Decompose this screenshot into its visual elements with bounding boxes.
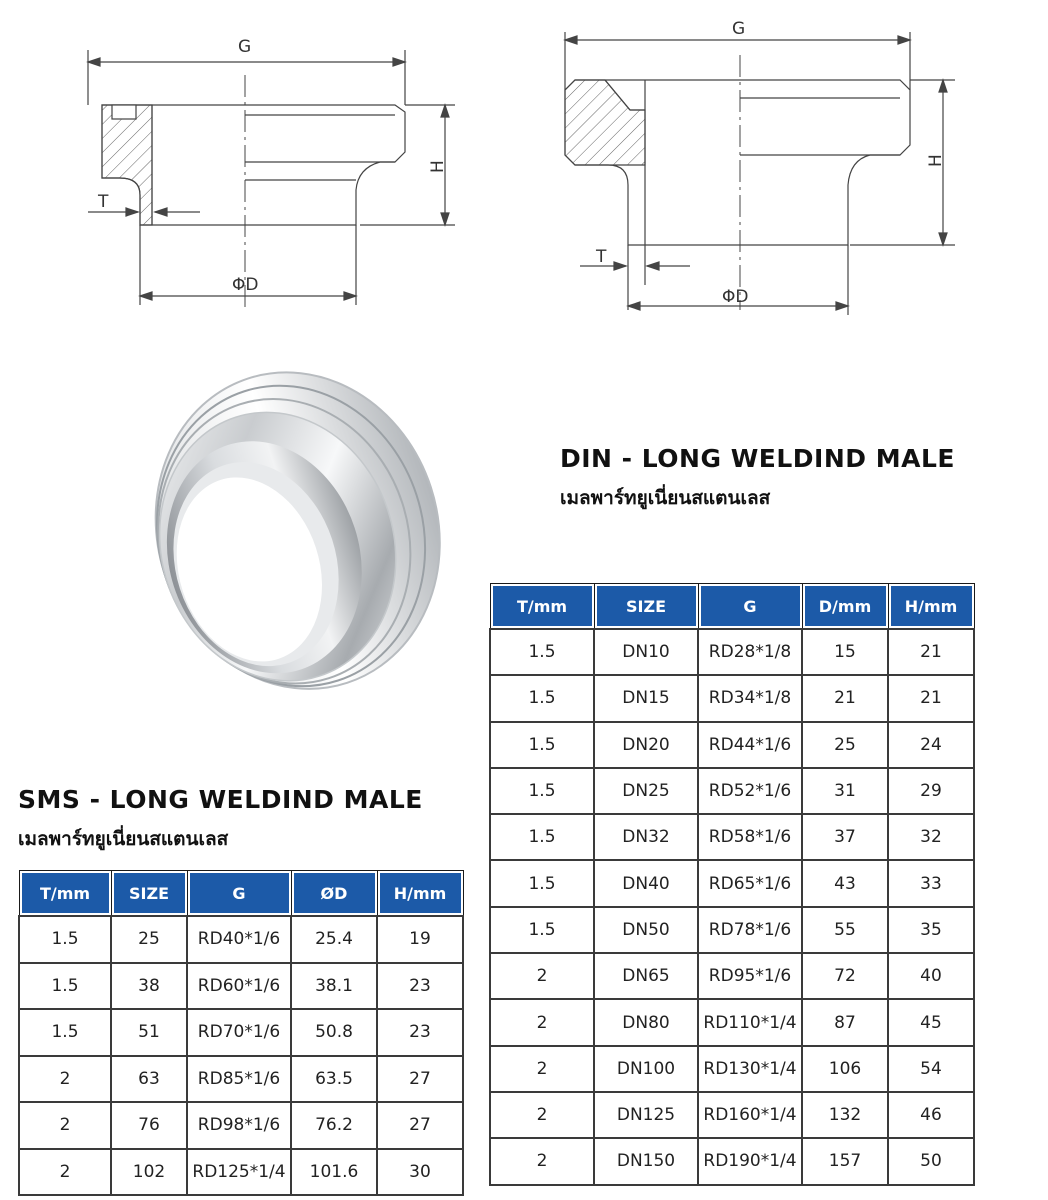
table-row	[490, 860, 974, 906]
g-label: G	[732, 19, 746, 39]
table-row	[490, 675, 974, 721]
din-title: DIN - LONG WELDIND MALE	[560, 444, 955, 473]
table-cell: RD34*1/8	[698, 675, 802, 721]
table-cell: RD125*1/4	[187, 1149, 291, 1196]
table-cell: 51	[111, 1009, 187, 1056]
table-cell: 1.5	[19, 963, 111, 1010]
table-cell: RD52*1/6	[698, 768, 802, 814]
table-row	[490, 629, 974, 675]
table-cell: 102	[111, 1149, 187, 1196]
d-label: ΦD	[232, 275, 259, 295]
table-cell: 157	[802, 1138, 888, 1184]
table-cell: 24	[888, 722, 974, 768]
din-spec-table	[489, 583, 975, 1186]
table-row	[19, 1056, 463, 1103]
table-cell: DN20	[594, 722, 698, 768]
table-row	[490, 999, 974, 1045]
column-header: H/mm	[377, 871, 463, 917]
table-row	[490, 953, 974, 999]
table-cell: DN80	[594, 999, 698, 1045]
table-row	[490, 722, 974, 768]
product-photo	[110, 360, 455, 720]
table-row	[19, 916, 463, 963]
table-cell: DN25	[594, 768, 698, 814]
table-cell: 27	[377, 1056, 463, 1103]
table-cell: 30	[377, 1149, 463, 1196]
table-cell: DN10	[594, 629, 698, 675]
table-cell: 40	[888, 953, 974, 999]
table-cell: 2	[490, 1092, 594, 1138]
h-label: H	[926, 154, 946, 167]
table-cell: RD95*1/6	[698, 953, 802, 999]
column-header: G	[187, 871, 291, 917]
table-cell: 25	[111, 916, 187, 963]
h-label: H	[428, 160, 448, 173]
table-cell: RD190*1/4	[698, 1138, 802, 1184]
table-cell: 1.5	[490, 675, 594, 721]
table-cell: 29	[888, 768, 974, 814]
g-label: G	[238, 37, 252, 57]
t-label: T	[98, 192, 109, 212]
table-cell: 54	[888, 1046, 974, 1092]
table-cell: 106	[802, 1046, 888, 1092]
table-cell: 1.5	[19, 916, 111, 963]
sms-subtitle: เมลพาร์ทยูเนี่ยนสแตนเลส	[18, 828, 229, 850]
table-cell: 63.5	[291, 1056, 377, 1103]
table-cell: 1.5	[490, 722, 594, 768]
table-row	[490, 768, 974, 814]
table-cell: 38.1	[291, 963, 377, 1010]
table-cell: 25	[802, 722, 888, 768]
table-cell: DN50	[594, 907, 698, 953]
table-cell: 1.5	[490, 814, 594, 860]
table-cell: 1.5	[490, 768, 594, 814]
table-cell: 72	[802, 953, 888, 999]
table-cell: RD85*1/6	[187, 1056, 291, 1103]
table-row	[19, 1102, 463, 1149]
table-cell: 2	[490, 953, 594, 999]
table-row	[490, 907, 974, 953]
table-cell: 37	[802, 814, 888, 860]
table-cell: 19	[377, 916, 463, 963]
table-cell: 1.5	[490, 907, 594, 953]
table-row	[490, 1092, 974, 1138]
sms-spec-table	[18, 870, 464, 1196]
column-header: G	[698, 584, 802, 630]
table-cell: 38	[111, 963, 187, 1010]
table-cell: 132	[802, 1092, 888, 1138]
table-cell: DN125	[594, 1092, 698, 1138]
column-header: H/mm	[888, 584, 974, 630]
table-cell: RD28*1/8	[698, 629, 802, 675]
table-cell: DN40	[594, 860, 698, 906]
table-cell: 15	[802, 629, 888, 675]
table-cell: RD40*1/6	[187, 916, 291, 963]
column-header: T/mm	[19, 871, 111, 917]
table-row	[490, 814, 974, 860]
table-cell: 2	[19, 1149, 111, 1196]
table-cell: 33	[888, 860, 974, 906]
table-cell: RD78*1/6	[698, 907, 802, 953]
table-cell: 50.8	[291, 1009, 377, 1056]
table-row	[490, 1046, 974, 1092]
table-cell: 21	[888, 675, 974, 721]
t-label: T	[596, 247, 607, 267]
table-cell: 31	[802, 768, 888, 814]
table-cell: 2	[19, 1102, 111, 1149]
din-technical-drawing	[555, 15, 975, 320]
table-cell: 2	[490, 1138, 594, 1184]
table-cell: DN32	[594, 814, 698, 860]
table-cell: 76	[111, 1102, 187, 1149]
table-cell: 35	[888, 907, 974, 953]
column-header: ØD	[291, 871, 377, 917]
table-cell: 101.6	[291, 1149, 377, 1196]
table-cell: 76.2	[291, 1102, 377, 1149]
din-subtitle: เมลพาร์ทยูเนี่ยนสแตนเลส	[560, 487, 771, 509]
table-cell: 27	[377, 1102, 463, 1149]
table-cell: RD65*1/6	[698, 860, 802, 906]
table-cell: 2	[490, 999, 594, 1045]
table-cell: 1.5	[490, 860, 594, 906]
table-cell: RD160*1/4	[698, 1092, 802, 1138]
d-label: ΦD	[722, 287, 749, 307]
column-header: SIZE	[594, 584, 698, 630]
column-header: D/mm	[802, 584, 888, 630]
table-cell: DN100	[594, 1046, 698, 1092]
sms-title: SMS - LONG WELDIND MALE	[18, 785, 423, 814]
table-cell: 1.5	[19, 1009, 111, 1056]
table-cell: 23	[377, 963, 463, 1010]
table-cell: 55	[802, 907, 888, 953]
column-header: T/mm	[490, 584, 594, 630]
table-cell: RD44*1/6	[698, 722, 802, 768]
table-cell: 46	[888, 1092, 974, 1138]
column-header: SIZE	[111, 871, 187, 917]
table-cell: DN150	[594, 1138, 698, 1184]
sms-technical-drawing	[60, 20, 480, 320]
table-header-row	[19, 871, 463, 917]
table-cell: 2	[19, 1056, 111, 1103]
table-cell: 32	[888, 814, 974, 860]
table-cell: DN15	[594, 675, 698, 721]
table-cell: 21	[802, 675, 888, 721]
table-cell: RD70*1/6	[187, 1009, 291, 1056]
table-cell: RD60*1/6	[187, 963, 291, 1010]
table-cell: 87	[802, 999, 888, 1045]
table-cell: RD110*1/4	[698, 999, 802, 1045]
table-cell: RD58*1/6	[698, 814, 802, 860]
table-cell: 23	[377, 1009, 463, 1056]
table-cell: 1.5	[490, 629, 594, 675]
table-cell: RD130*1/4	[698, 1046, 802, 1092]
table-header-row	[490, 584, 974, 630]
table-cell: 43	[802, 860, 888, 906]
table-cell: 2	[490, 1046, 594, 1092]
table-cell: 50	[888, 1138, 974, 1184]
table-cell: DN65	[594, 953, 698, 999]
table-cell: 63	[111, 1056, 187, 1103]
table-row	[19, 963, 463, 1010]
table-row	[19, 1149, 463, 1196]
table-row	[19, 1009, 463, 1056]
table-cell: 45	[888, 999, 974, 1045]
table-cell: RD98*1/6	[187, 1102, 291, 1149]
table-cell: 21	[888, 629, 974, 675]
table-row	[490, 1138, 974, 1184]
table-cell: 25.4	[291, 916, 377, 963]
